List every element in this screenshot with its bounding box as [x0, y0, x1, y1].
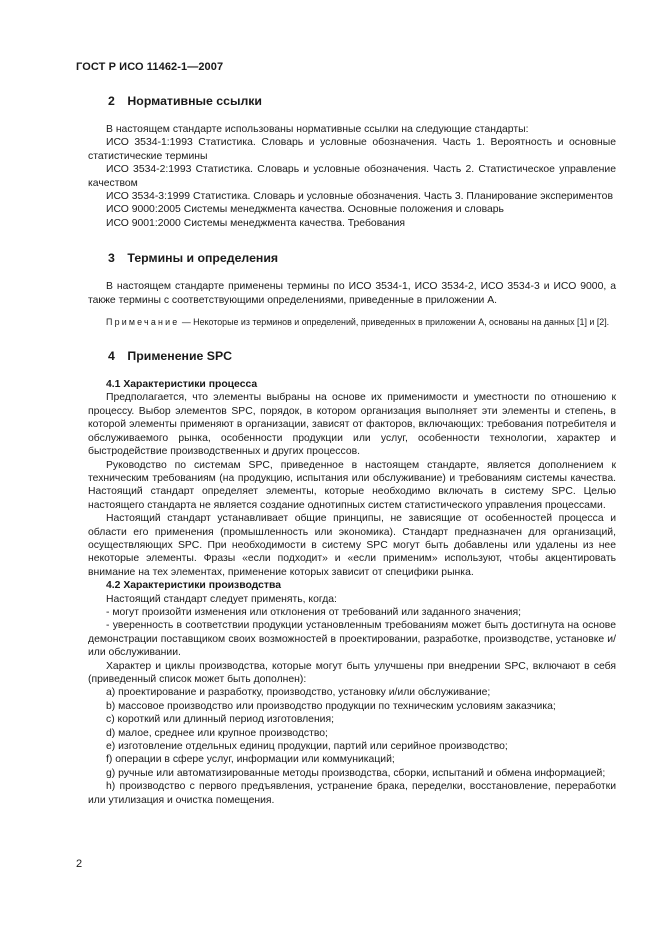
- list-item: h) производство с первого предъявления, устранение брака, переделки, восстановление, переработки или утилизация и очистка помещения.: [88, 781, 616, 806]
- subsection-4-2-heading: 4.2 Характеристики производства: [106, 580, 282, 592]
- reference-item: ИСО 9001:2000 Системы менеджмента качества. Требования: [106, 217, 406, 229]
- section-2-intro: В настоящем стандарте использованы нормативные ссылки на следующие стандарты:: [106, 124, 529, 135]
- reference-item: ИСО 3534-2:1993 Статистика. Словарь и условные обозначения. Часть 2. Статистическое управление качеством: [88, 164, 616, 189]
- list-item: d) малое, среднее или крупное производство;: [106, 727, 328, 739]
- note-text: — Некоторые из терминов и определений, приведенных в приложении А, основаны на данных [1] и [2].: [179, 317, 610, 328]
- section-3-text: В настоящем стандарте применены термины по ИСО 3534-1, ИСО 3534-2, ИСО 3534-3 и ИСО 9000, а также термины с соответствующими определениями, приведенные в приложении А.: [88, 281, 616, 306]
- list-item: g) ручные или автоматизированные методы производства, сборки, испытаний и обмена информацией;: [106, 767, 606, 779]
- section-4-heading: 4 Применение SPC: [108, 349, 233, 364]
- reference-item: ИСО 3534-1:1993 Статистика. Словарь и условные обозначения. Часть 1. Вероятность и основные статистические термины: [88, 137, 616, 162]
- list-item: f) операции в сфере услуг, информации или коммуникаций;: [106, 754, 395, 766]
- section-2-heading: 2 Нормативные ссылки: [108, 94, 262, 108]
- reference-item: ИСО 9000:2005 Системы менеджмента качества. Основные положения и словарь: [106, 204, 504, 216]
- subsection-4-1-heading: 4.1 Характеристики процесса: [106, 379, 258, 391]
- section-3-heading: 3 Термины и определения: [108, 251, 279, 266]
- document-body: [88, 93, 616, 807]
- paragraph: Предполагается, что элементы выбраны на основе их применимости и уместности по отношению к процессу. Выбор элементов SPC, порядок, в котором организация выполняет эти элементы и степень, в которой элементы применяют в организации, зависят от факторов, включающих: требования потребителя и обслуживаемого рынка, особенности продукции или услуг, особенности технологии, характер и быстродействие производственных и других процессов.: [88, 392, 616, 458]
- list-item: b) массовое производство или производство продукции по техническим условиям заказчика;: [106, 700, 556, 712]
- section-3-note: [88, 316, 616, 328]
- list-item: e) изготовление отдельных единиц продукции, партий или серийное производство;: [106, 741, 508, 753]
- paragraph: Настоящий стандарт следует применять, когда:: [106, 593, 337, 605]
- list-item: c) короткий или длинный период изготовления;: [106, 714, 335, 726]
- dash-item: - могут произойти изменения или отклонения от требований или заданного значения;: [106, 606, 521, 618]
- reference-item: ИСО 3534-3:1999 Статистика. Словарь и условные обозначения. Часть 3. Планирование экспериментов: [106, 191, 613, 203]
- paragraph: Характер и циклы производства, которые могут быть улучшены при внедрении SPC, включают в себя (приведенный список может быть дополнен):: [88, 660, 616, 685]
- paragraph: Руководство по системам SPC, приведенное в настоящем стандарте, является дополнением к техническим требованиям (на продукцию, испытания или обслуживание) и требованиям системы качества. Настоящий стандарт определяет элементы, которые необходимо включать в систему SPC. Целью настоящего стандарта не является создание однотипных систем статистического управления процессами.: [88, 459, 616, 511]
- page-number: 2: [76, 858, 83, 870]
- paragraph: Настоящий стандарт устанавливает общие принципы, не зависящие от особенностей процесса и области его применения (промышленность или экономика). Стандарт предназначен для организаций, осуществляющих SPC. При необходимости в систему SPC могут быть добавлены или удалены из нее некоторые элементы. Фразы «если подходит» и «если применим» используют, чтобы акцентировать внимание на тех элементах, применение которых зависит от специфики рынка.: [88, 513, 616, 578]
- list-item: a) проектирование и разработку, производство, установку и/или обслуживание;: [106, 687, 491, 699]
- dash-item: - уверенность в соответствии продукции установленным требованиям может быть достигнута на основе демонстрации поставщиком своих возможностей в проектировании, разработке, производстве, установке и/или обслуживании.: [88, 620, 616, 659]
- note-label: Примечание: [106, 317, 180, 328]
- document-header: ГОСТ Р ИСО 11462-1—2007: [76, 61, 224, 73]
